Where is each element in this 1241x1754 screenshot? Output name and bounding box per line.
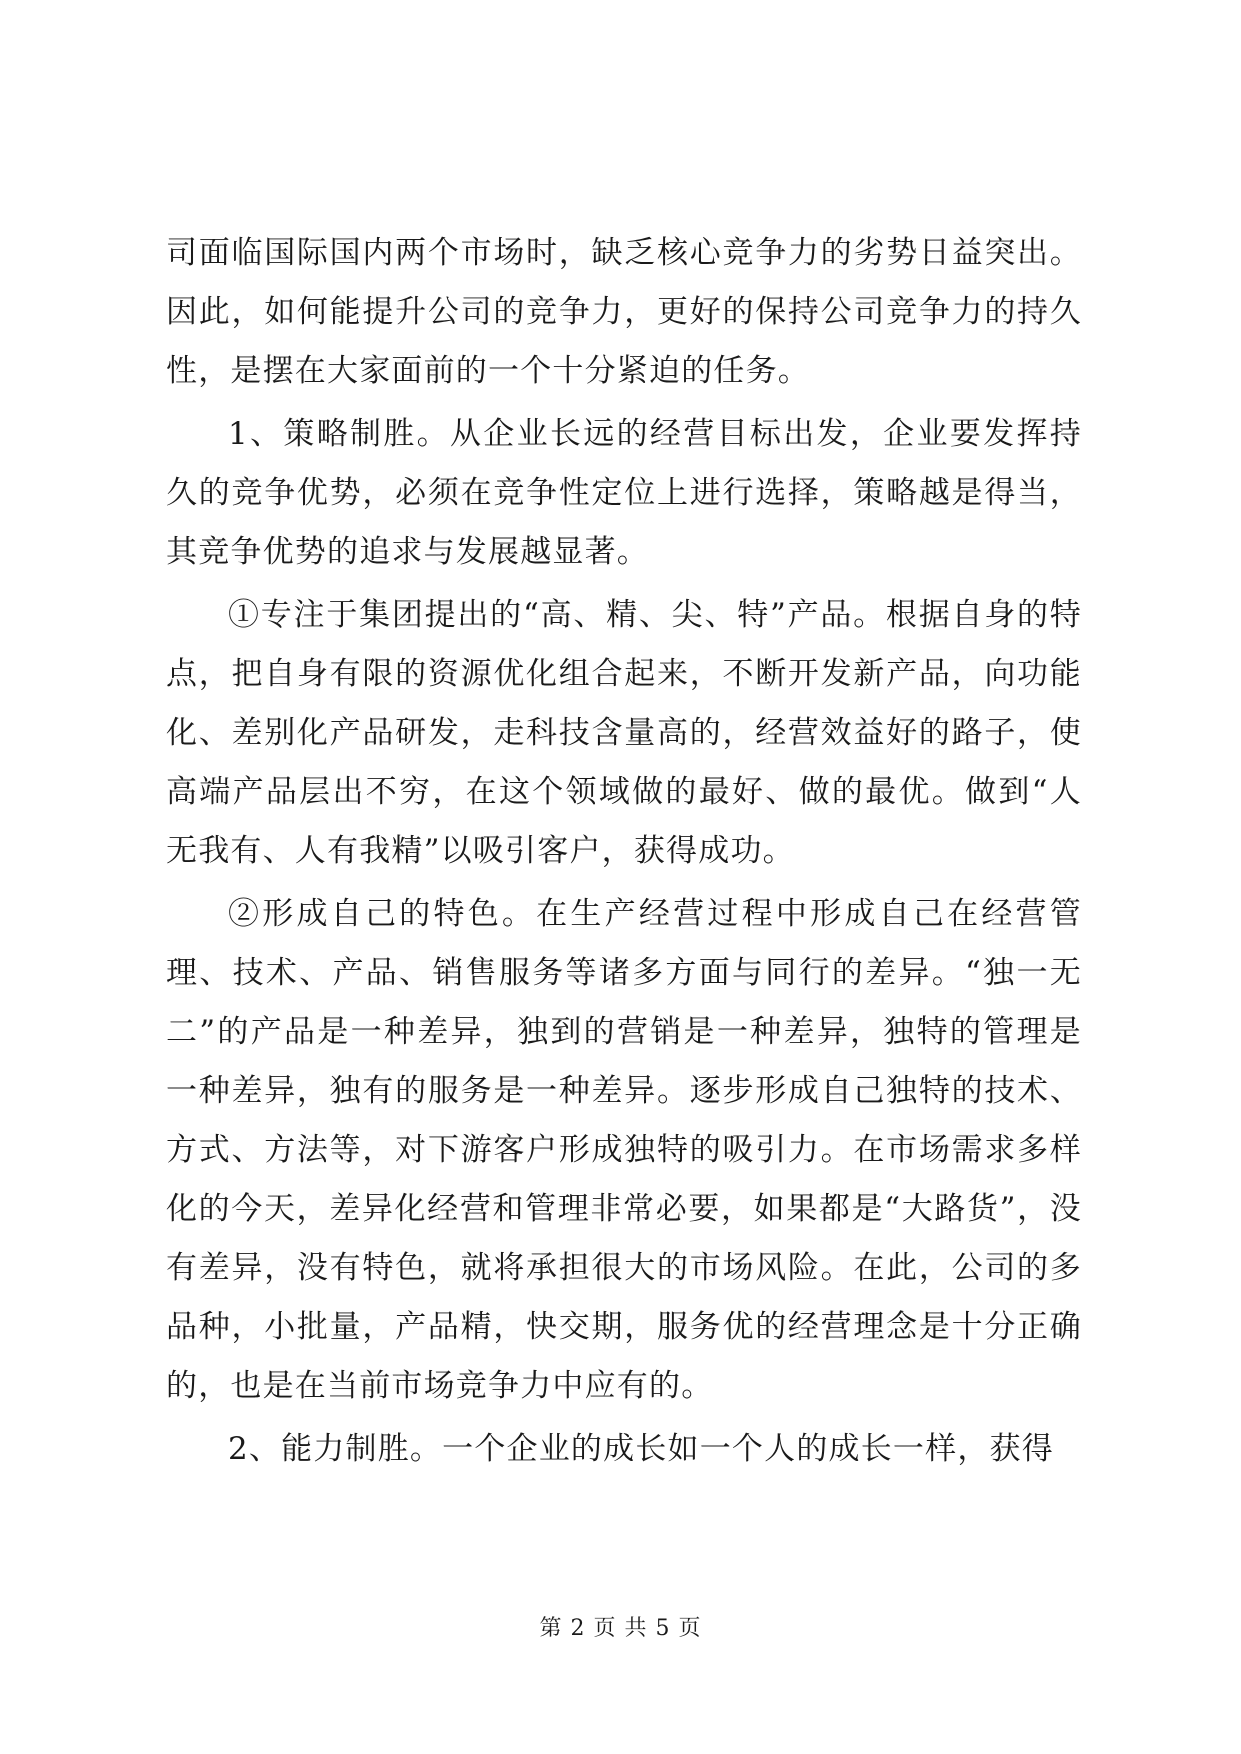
document-body	[166, 224, 1082, 1479]
paragraph-strategy: 1、策略制胜。从企业长远的经营目标出发，企业要发挥持久的竞争优势，必须在竞争性定位上进行选择，策略越是得当，其竞争优势的追求与发展越显著。	[166, 416, 1082, 570]
paragraph-capability: 2、能力制胜。一个企业的成长如一个人的成长一样，获得	[228, 1431, 1054, 1467]
paragraph-focus-products: ①专注于集团提出的“高、精、尖、特”产品。根据自身的特点，把自身有限的资源优化组合起来，不断开发新产品，向功能化、差别化产品研发，走科技含量高的，经营效益好的路子，使高端产品层出不穷，在这个领域做的最好、做的最优。做到“人无我有、人有我精”以吸引客户，获得成功。	[166, 597, 1082, 869]
page-number-footer: 第 2 页 共 5 页	[539, 1616, 702, 1641]
paragraph-own-features: ②形成自己的特色。在生产经营过程中形成自己在经营管理、技术、产品、销售服务等诸多方面与同行的差异。“独一无二”的产品是一种差异，独到的营销是一种差异，独特的管理是一种差异，独有的服务是一种差异。逐步形成自己独特的技术、方式、方法等，对下游客户形成独特的吸引力。在市场需求多样化的今天，差异化经营和管理非常必要，如果都是“大路货”，没有差异，没有特色，就将承担很大的市场风险。在此，公司的多品种，小批量，产品精，快交期，服务优的经营理念是十分正确的，也是在当前市场竞争力中应有的。	[166, 896, 1082, 1404]
paragraph-continuation: 司面临国际国内两个市场时，缺乏核心竞争力的劣势日益突出。因此，如何能提升公司的竞争力，更好的保持公司竞争力的持久性，是摆在大家面前的一个十分紧迫的任务。	[166, 235, 1082, 389]
